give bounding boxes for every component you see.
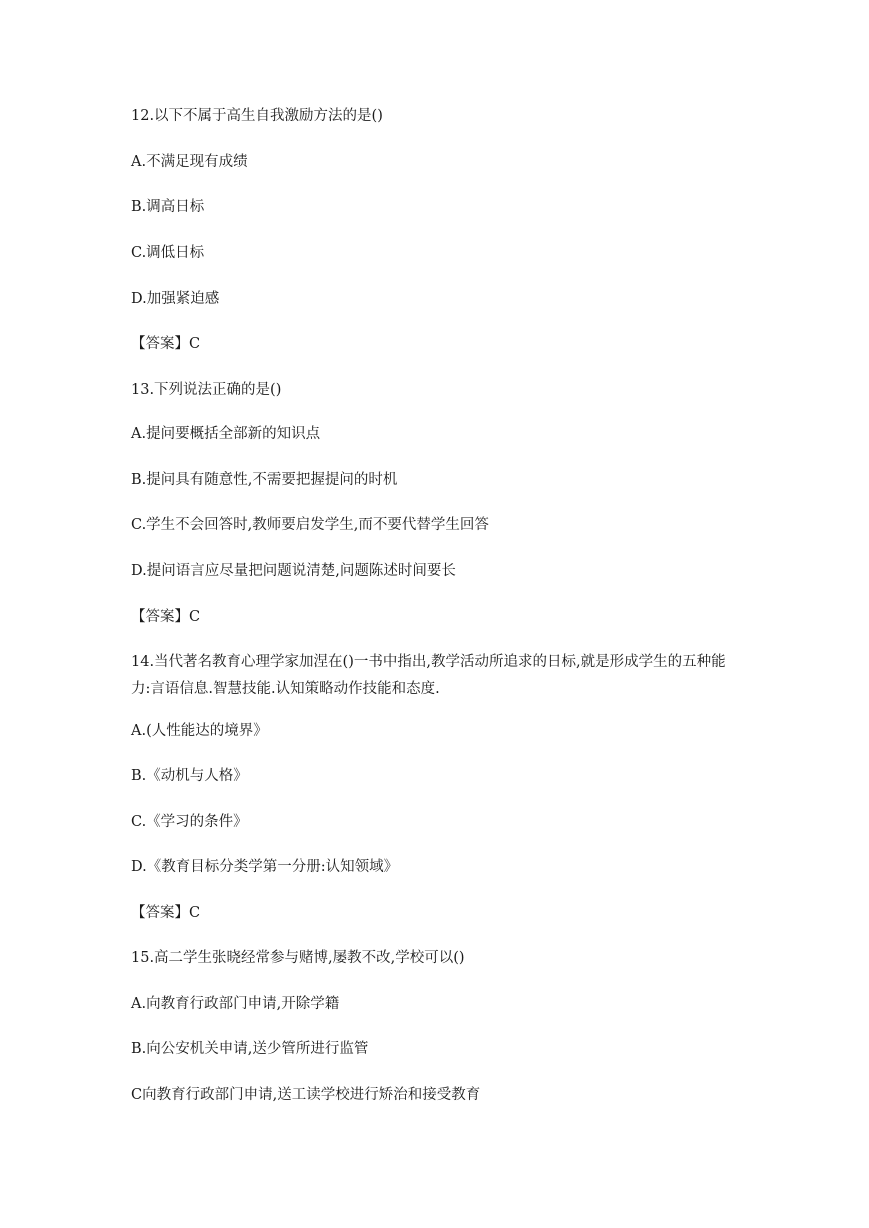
question-14-option-b: B.《动机与人格》 (131, 768, 248, 784)
question-15-stem: 15.高二学生张晓经常参与赌博,屡教不改,学校可以() (131, 950, 465, 966)
question-14-option-d: D.《教育目标分类学第一分册:认知领域》 (131, 859, 399, 875)
question-15-option-a: A.向教育行政部门申请,开除学籍 (131, 996, 340, 1012)
question-12-option-b: B.调高日标 (131, 199, 205, 215)
question-14-stem: 14.当代著名教育心理学家加涅在()一书中指出,教学活动所追求的日标,就是形成学生的五种能力:言语信息.智慧技能.认知策略动作技能和态度. (131, 654, 726, 697)
question-14-option-a: A.(人性能达的境界》 (131, 723, 268, 739)
question-13-stem: 13.下列说法正确的是() (131, 382, 282, 398)
question-14-answer: 【答案】C (131, 905, 201, 921)
question-12-option-c: C.调低日标 (131, 245, 205, 261)
question-12-option-a: A.不满足现有成绩 (131, 154, 248, 170)
question-15-option-b: B.向公安机关申请,送少管所进行监管 (131, 1041, 369, 1057)
question-13-answer: 【答案】C (131, 609, 201, 625)
question-15-option-c: C向教育行政部门申请,送工读学校进行矫治和接受教育 (131, 1087, 481, 1103)
question-12-stem: 12.以下不属于高生自我激励方法的是() (131, 108, 383, 124)
question-12-option-d: D.加强紧迫感 (131, 291, 220, 307)
question-12-answer: 【答案】C (131, 336, 201, 352)
question-13-option-a: A.提问要概括全部新的知识点 (131, 426, 321, 442)
question-13-option-d: D.提问语言应尽量把问题说清楚,问题陈述时间要长 (131, 563, 456, 579)
question-14-option-c: C.《学习的条件》 (131, 814, 248, 830)
question-13-option-b: B.提问具有随意性,不需要把握提问的时机 (131, 472, 398, 488)
question-13-option-c: C.学生不会回答时,教师要启发学生,而不要代替学生回答 (131, 517, 489, 533)
